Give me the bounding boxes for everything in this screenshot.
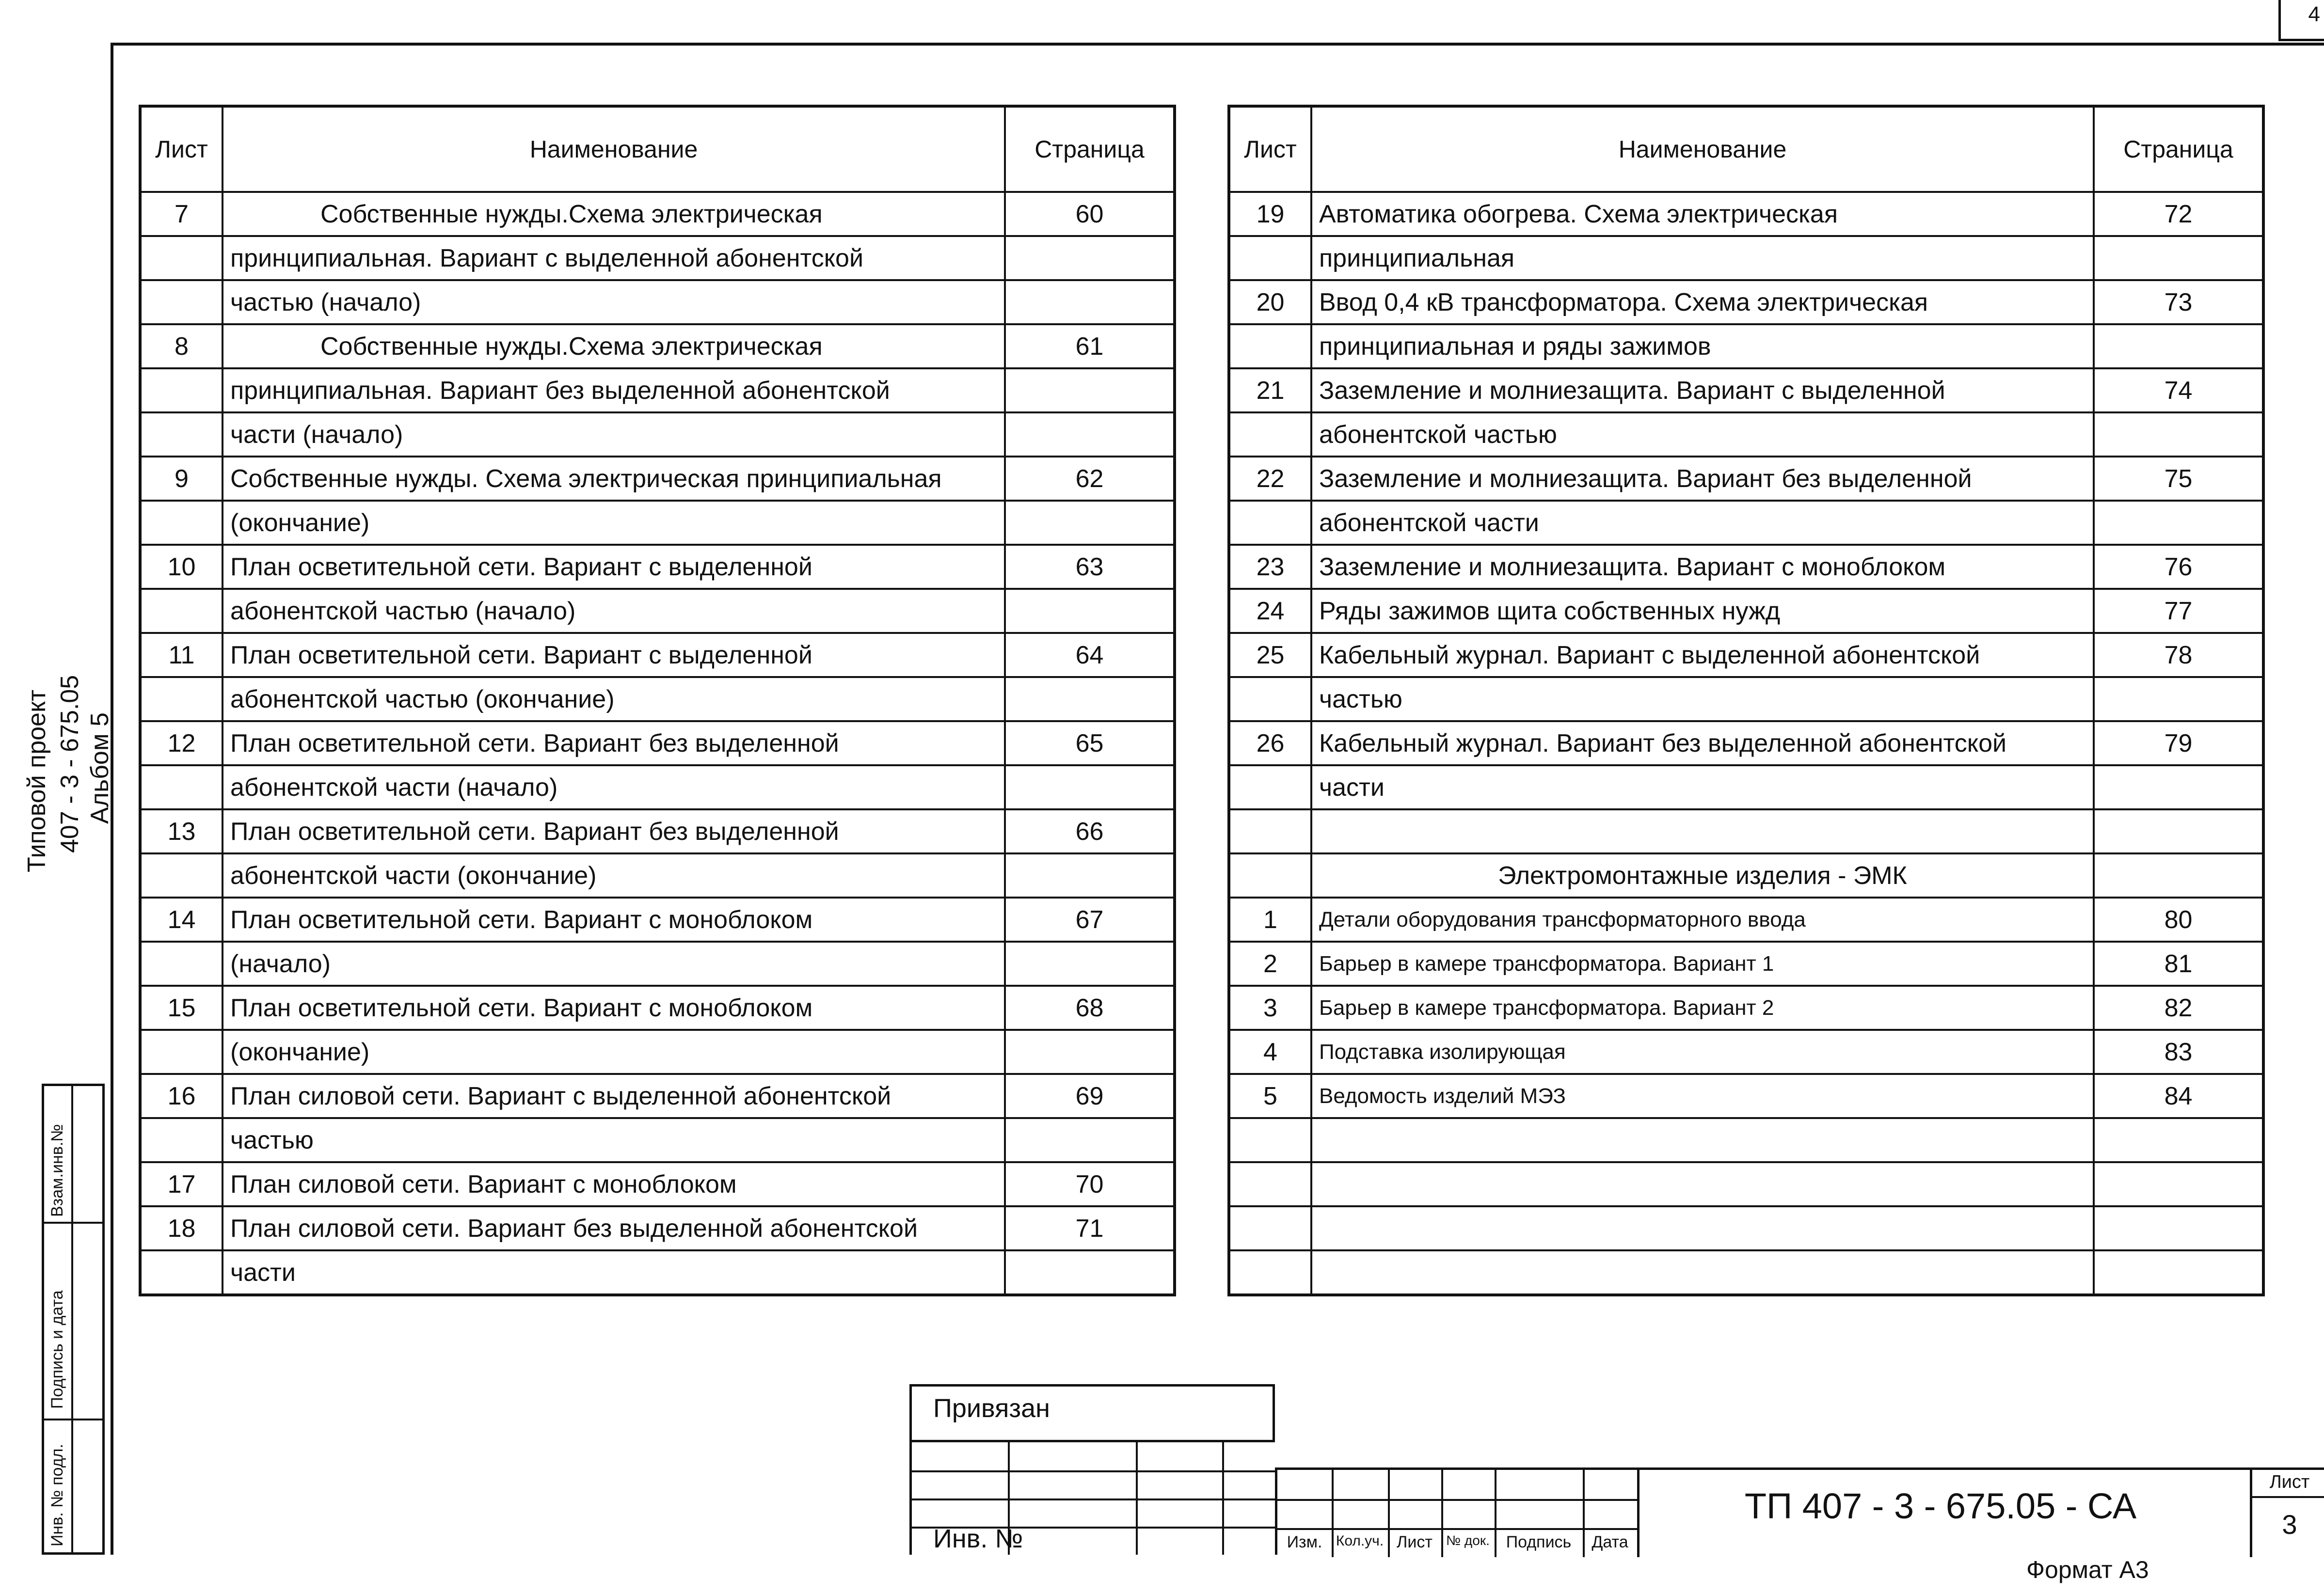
sheet-number-cell (1229, 236, 1311, 280)
table-row (140, 677, 1175, 721)
name-cell (1311, 1118, 2094, 1162)
sheet-number-cell (140, 942, 223, 986)
sheet-number-cell (140, 501, 223, 545)
sheet-number-cell (1229, 1206, 1311, 1250)
name-cell: Ряды зажимов щита собственных нужд (1311, 589, 2094, 633)
document-code: ТП 407 - 3 - 675.05 - СА (1744, 1486, 2137, 1526)
name-cell: части (223, 1250, 1005, 1295)
page-number-cell (2094, 677, 2263, 721)
sheet-number-cell: 13 (140, 809, 223, 853)
page-number-cell: 75 (2094, 457, 2263, 501)
name-cell: План осветительной сети. Вариант без выделенной (223, 721, 1005, 765)
page-number-cell: 64 (1005, 633, 1175, 677)
corner-sheet-number: 4 (2278, 0, 2324, 41)
page-number-cell: 72 (2094, 192, 2263, 236)
name-cell: принципиальная. Вариант без выделенной абонентской (223, 368, 1005, 412)
table-row (1229, 809, 2263, 853)
page-number-cell: 70 (1005, 1162, 1175, 1206)
sheet-number-cell: 17 (140, 1162, 223, 1206)
header-name: Наименование (223, 106, 1005, 192)
format-label: Формат А3 (2026, 1556, 2149, 1583)
page-number-cell (2094, 236, 2263, 280)
section-title-cell: Электромонтажные изделия - ЭМК (1311, 853, 2094, 898)
page-number-cell (1005, 1250, 1175, 1295)
name-cell: Собственные нужды.Схема электрическая (223, 324, 1005, 368)
table-row (140, 633, 1175, 677)
page-number-cell: 68 (1005, 986, 1175, 1030)
sheet-number-cell (1229, 809, 1311, 853)
name-cell: Барьер в камере трансформатора. Вариант 2 (1311, 986, 2094, 1030)
side-title-line-1: Типовой проект (23, 689, 51, 872)
page-number-cell (1005, 368, 1175, 412)
sheet-number-cell: 7 (140, 192, 223, 236)
table-row (1229, 501, 2263, 545)
name-cell: части (1311, 765, 2094, 809)
table-row (1229, 545, 2263, 589)
table-row (140, 853, 1175, 898)
side-title (13, 339, 129, 872)
page-number-cell (2094, 1118, 2263, 1162)
sheet-number-cell: 26 (1229, 721, 1311, 765)
sheet-number-cell (140, 368, 223, 412)
page-number-cell: 79 (2094, 721, 2263, 765)
header-page: Страница (2094, 106, 2263, 192)
page-number-cell: 84 (2094, 1074, 2263, 1118)
page-number-cell (1005, 853, 1175, 898)
table-row (140, 412, 1175, 457)
table-row (140, 236, 1175, 280)
page-number-cell (2094, 1250, 2263, 1295)
table-row (140, 1250, 1175, 1295)
name-cell: План силовой сети. Вариант без выделенной абонентской (223, 1206, 1005, 1250)
header-sheet: Лист (140, 106, 223, 192)
table-row (1229, 853, 2263, 898)
table-row (1229, 589, 2263, 633)
header-page: Страница (1005, 106, 1175, 192)
name-cell: Детали оборудования трансформаторного ввода (1311, 898, 2094, 942)
sheet-number-cell: 15 (140, 986, 223, 1030)
table-row (140, 1074, 1175, 1118)
sheet-number-cell: 9 (140, 457, 223, 501)
table-row (1229, 1250, 2263, 1295)
table-row (140, 280, 1175, 324)
table-row (140, 192, 1175, 236)
sheet-number-cell: 25 (1229, 633, 1311, 677)
name-cell: частью (начало) (223, 280, 1005, 324)
name-cell: частью (223, 1118, 1005, 1162)
sheet-number-cell (1229, 1162, 1311, 1206)
side-stamp-label-2: Подпись и дата (48, 1290, 66, 1409)
sheet-number-cell: 20 (1229, 280, 1311, 324)
table-row (1229, 986, 2263, 1030)
sheet-number-cell: 4 (1229, 1030, 1311, 1074)
sheet-number-cell: 18 (140, 1206, 223, 1250)
name-cell: Собственные нужды. Схема электрическая принципиальная (223, 457, 1005, 501)
side-stamp-label-1: Взам.инв.№ (48, 1124, 66, 1217)
table-row (1229, 368, 2263, 412)
sheet-number-cell (1229, 324, 1311, 368)
table-row (1229, 1162, 2263, 1206)
table-row (1229, 1118, 2263, 1162)
name-cell: Ввод 0,4 кВ трансформатора. Схема электрическая (1311, 280, 2094, 324)
table-row (140, 368, 1175, 412)
sheet-number-cell (140, 853, 223, 898)
page-number-cell (1005, 236, 1175, 280)
sheet-number: 3 (2282, 1509, 2297, 1540)
page-number-cell (1005, 942, 1175, 986)
toc-table-left (139, 105, 1176, 1296)
table-row (140, 501, 1175, 545)
name-cell: План осветительной сети. Вариант с выделенной (223, 545, 1005, 589)
table-row (1229, 324, 2263, 368)
page-number-cell: 69 (1005, 1074, 1175, 1118)
header-name: Наименование (1311, 106, 2094, 192)
table-row (140, 765, 1175, 809)
page-number-cell: 77 (2094, 589, 2263, 633)
sheet-number-cell (1229, 501, 1311, 545)
sheet-number-cell (1229, 1118, 1311, 1162)
sheet-number-cell: 14 (140, 898, 223, 942)
table-row (1229, 280, 2263, 324)
page-number-cell (2094, 324, 2263, 368)
toc-table-right (1227, 105, 2265, 1296)
table-row (140, 721, 1175, 765)
sheet-number-cell (1229, 1250, 1311, 1295)
table-row (140, 545, 1175, 589)
table-row (1229, 236, 2263, 280)
stamp-col-date: Дата (1592, 1533, 1628, 1551)
stamp-col-kol: Кол.уч. (1336, 1533, 1384, 1549)
name-cell: Заземление и молниезащита. Вариант без выделенной (1311, 457, 2094, 501)
name-cell: Подставка изолирующая (1311, 1030, 2094, 1074)
table-row (140, 1206, 1175, 1250)
table-row (1229, 1030, 2263, 1074)
name-cell: абонентской части (окончание) (223, 853, 1005, 898)
sheet-number-cell (140, 765, 223, 809)
name-cell (1311, 1162, 2094, 1206)
table-row (1229, 192, 2263, 236)
sheet-number-cell: 24 (1229, 589, 1311, 633)
sheet-number-cell: 1 (1229, 898, 1311, 942)
page-number-cell (2094, 1162, 2263, 1206)
sheet-number-cell: 5 (1229, 1074, 1311, 1118)
page-number-cell (1005, 589, 1175, 633)
side-title-line-2: 407 - 3 - 675.05 (56, 675, 84, 853)
table-row (140, 898, 1175, 942)
table-row (1229, 677, 2263, 721)
table-row (1229, 633, 2263, 677)
stamp-col-signature: Подпись (1506, 1533, 1572, 1551)
page-number-cell: 83 (2094, 1030, 2263, 1074)
sheet-number-cell (140, 1030, 223, 1074)
side-title-line-3: Альбом 5 (86, 712, 114, 824)
name-cell: Заземление и молниезащита. Вариант с выделенной (1311, 368, 2094, 412)
name-cell (1311, 1250, 2094, 1295)
sheet-number-cell: 3 (1229, 986, 1311, 1030)
sheet-number-cell: 22 (1229, 457, 1311, 501)
stamp-col-doc: № док. (1446, 1533, 1490, 1548)
table-row (140, 324, 1175, 368)
name-cell: План осветительной сети. Вариант с моноблоком (223, 986, 1005, 1030)
table-row (1229, 765, 2263, 809)
sheet-number-cell (140, 280, 223, 324)
page-number-cell (1005, 501, 1175, 545)
page-number-cell (2094, 809, 2263, 853)
page-number-cell (1005, 765, 1175, 809)
page-number-cell (1005, 677, 1175, 721)
name-cell: части (начало) (223, 412, 1005, 457)
page-number-cell: 76 (2094, 545, 2263, 589)
sheet-number-cell: 11 (140, 633, 223, 677)
name-cell: принципиальная и ряды зажимов (1311, 324, 2094, 368)
page-number-cell: 61 (1005, 324, 1175, 368)
sheet-number-cell: 2 (1229, 942, 1311, 986)
page-number-cell: 71 (1005, 1206, 1175, 1250)
table-row (1229, 1074, 2263, 1118)
sheet-number-cell: 10 (140, 545, 223, 589)
name-cell (1311, 1206, 2094, 1250)
sheet-number-cell: 8 (140, 324, 223, 368)
page-number-cell (1005, 412, 1175, 457)
name-cell: Ведомость изделий МЭЗ (1311, 1074, 2094, 1118)
sheet-number-cell: 12 (140, 721, 223, 765)
sheet-number-cell: 23 (1229, 545, 1311, 589)
page-number-cell: 65 (1005, 721, 1175, 765)
sheet-number-cell: 16 (140, 1074, 223, 1118)
name-cell: План осветительной сети. Вариант с выделенной (223, 633, 1005, 677)
binding-grid (909, 1442, 1275, 1555)
sheet-number-cell (140, 412, 223, 457)
sheet-number-cell (1229, 765, 1311, 809)
table-row (1229, 457, 2263, 501)
page-number-cell (2094, 765, 2263, 809)
side-stamp (42, 1084, 105, 1555)
table-row (1229, 1206, 2263, 1250)
page-number-cell: 73 (2094, 280, 2263, 324)
name-cell: Автоматика обогрева. Схема электрическая (1311, 192, 2094, 236)
table-row (140, 1030, 1175, 1074)
page-number-cell: 78 (2094, 633, 2263, 677)
name-cell: абонентской части (1311, 501, 2094, 545)
page-number-cell: 66 (1005, 809, 1175, 853)
sheet-number-cell: 19 (1229, 192, 1311, 236)
table-row (140, 589, 1175, 633)
table-row (1229, 942, 2263, 986)
name-cell: План силовой сети. Вариант с выделенной абонентской (223, 1074, 1005, 1118)
header-sheet: Лист (1229, 106, 1311, 192)
sheet-number-cell (140, 677, 223, 721)
name-cell: Кабельный журнал. Вариант с выделенной абонентской (1311, 633, 2094, 677)
sheet-number-cell (140, 1250, 223, 1295)
page-number-cell: 60 (1005, 192, 1175, 236)
sheet-label: Лист (2269, 1472, 2310, 1492)
stamp-col-list: Лист (1397, 1533, 1433, 1551)
page-number-cell (1005, 1030, 1175, 1074)
table-row (1229, 721, 2263, 765)
name-cell: (окончание) (223, 501, 1005, 545)
name-cell: Кабельный журнал. Вариант без выделенной абонентской (1311, 721, 2094, 765)
name-cell: Заземление и молниезащита. Вариант с моноблоком (1311, 545, 2094, 589)
sheet-number-cell (1229, 853, 1311, 898)
table-row (140, 986, 1175, 1030)
name-cell: принципиальная. Вариант с выделенной абонентской (223, 236, 1005, 280)
sheet-number-cell (140, 236, 223, 280)
page-number-cell: 82 (2094, 986, 2263, 1030)
name-cell: принципиальная (1311, 236, 2094, 280)
page-number-cell (2094, 853, 2263, 898)
name-cell: абонентской частью (1311, 412, 2094, 457)
table-row (140, 1162, 1175, 1206)
page-number-cell: 81 (2094, 942, 2263, 986)
table-row (140, 1118, 1175, 1162)
name-cell: абонентской частью (начало) (223, 589, 1005, 633)
sheet-number-cell (1229, 677, 1311, 721)
table-row (140, 809, 1175, 853)
name-cell: План осветительной сети. Вариант без выделенной (223, 809, 1005, 853)
side-stamp-label-3: Инв. № подл. (48, 1444, 66, 1546)
privyazan-label: Привязан (909, 1384, 1275, 1442)
page-number-cell: 63 (1005, 545, 1175, 589)
page-number-cell (2094, 412, 2263, 457)
name-cell: Собственные нужды.Схема электрическая (223, 192, 1005, 236)
sheet-number-cell: 21 (1229, 368, 1311, 412)
name-cell (1311, 809, 2094, 853)
page-number-cell: 62 (1005, 457, 1175, 501)
name-cell: План осветительной сети. Вариант с моноблоком (223, 898, 1005, 942)
page-number-cell (1005, 280, 1175, 324)
sheet-number-cell (140, 589, 223, 633)
table-row (1229, 898, 2263, 942)
page-number-cell (2094, 501, 2263, 545)
name-cell: (окончание) (223, 1030, 1005, 1074)
sheet-number-cell (1229, 412, 1311, 457)
name-cell: План силовой сети. Вариант с моноблоком (223, 1162, 1005, 1206)
page-number-cell: 80 (2094, 898, 2263, 942)
name-cell: (начало) (223, 942, 1005, 986)
page-number-cell: 67 (1005, 898, 1175, 942)
page-number-cell (2094, 1206, 2263, 1250)
table-row (1229, 412, 2263, 457)
table-row (140, 457, 1175, 501)
page-number-cell: 74 (2094, 368, 2263, 412)
name-cell: Барьер в камере трансформатора. Вариант 1 (1311, 942, 2094, 986)
page-number-cell (1005, 1118, 1175, 1162)
inv-label: Инв. № (933, 1524, 1023, 1553)
name-cell: абонентской частью (окончание) (223, 677, 1005, 721)
name-cell: частью (1311, 677, 2094, 721)
stamp-col-izm: Изм. (1287, 1533, 1322, 1551)
table-row (140, 942, 1175, 986)
name-cell: абонентской части (начало) (223, 765, 1005, 809)
sheet-number-cell (140, 1118, 223, 1162)
